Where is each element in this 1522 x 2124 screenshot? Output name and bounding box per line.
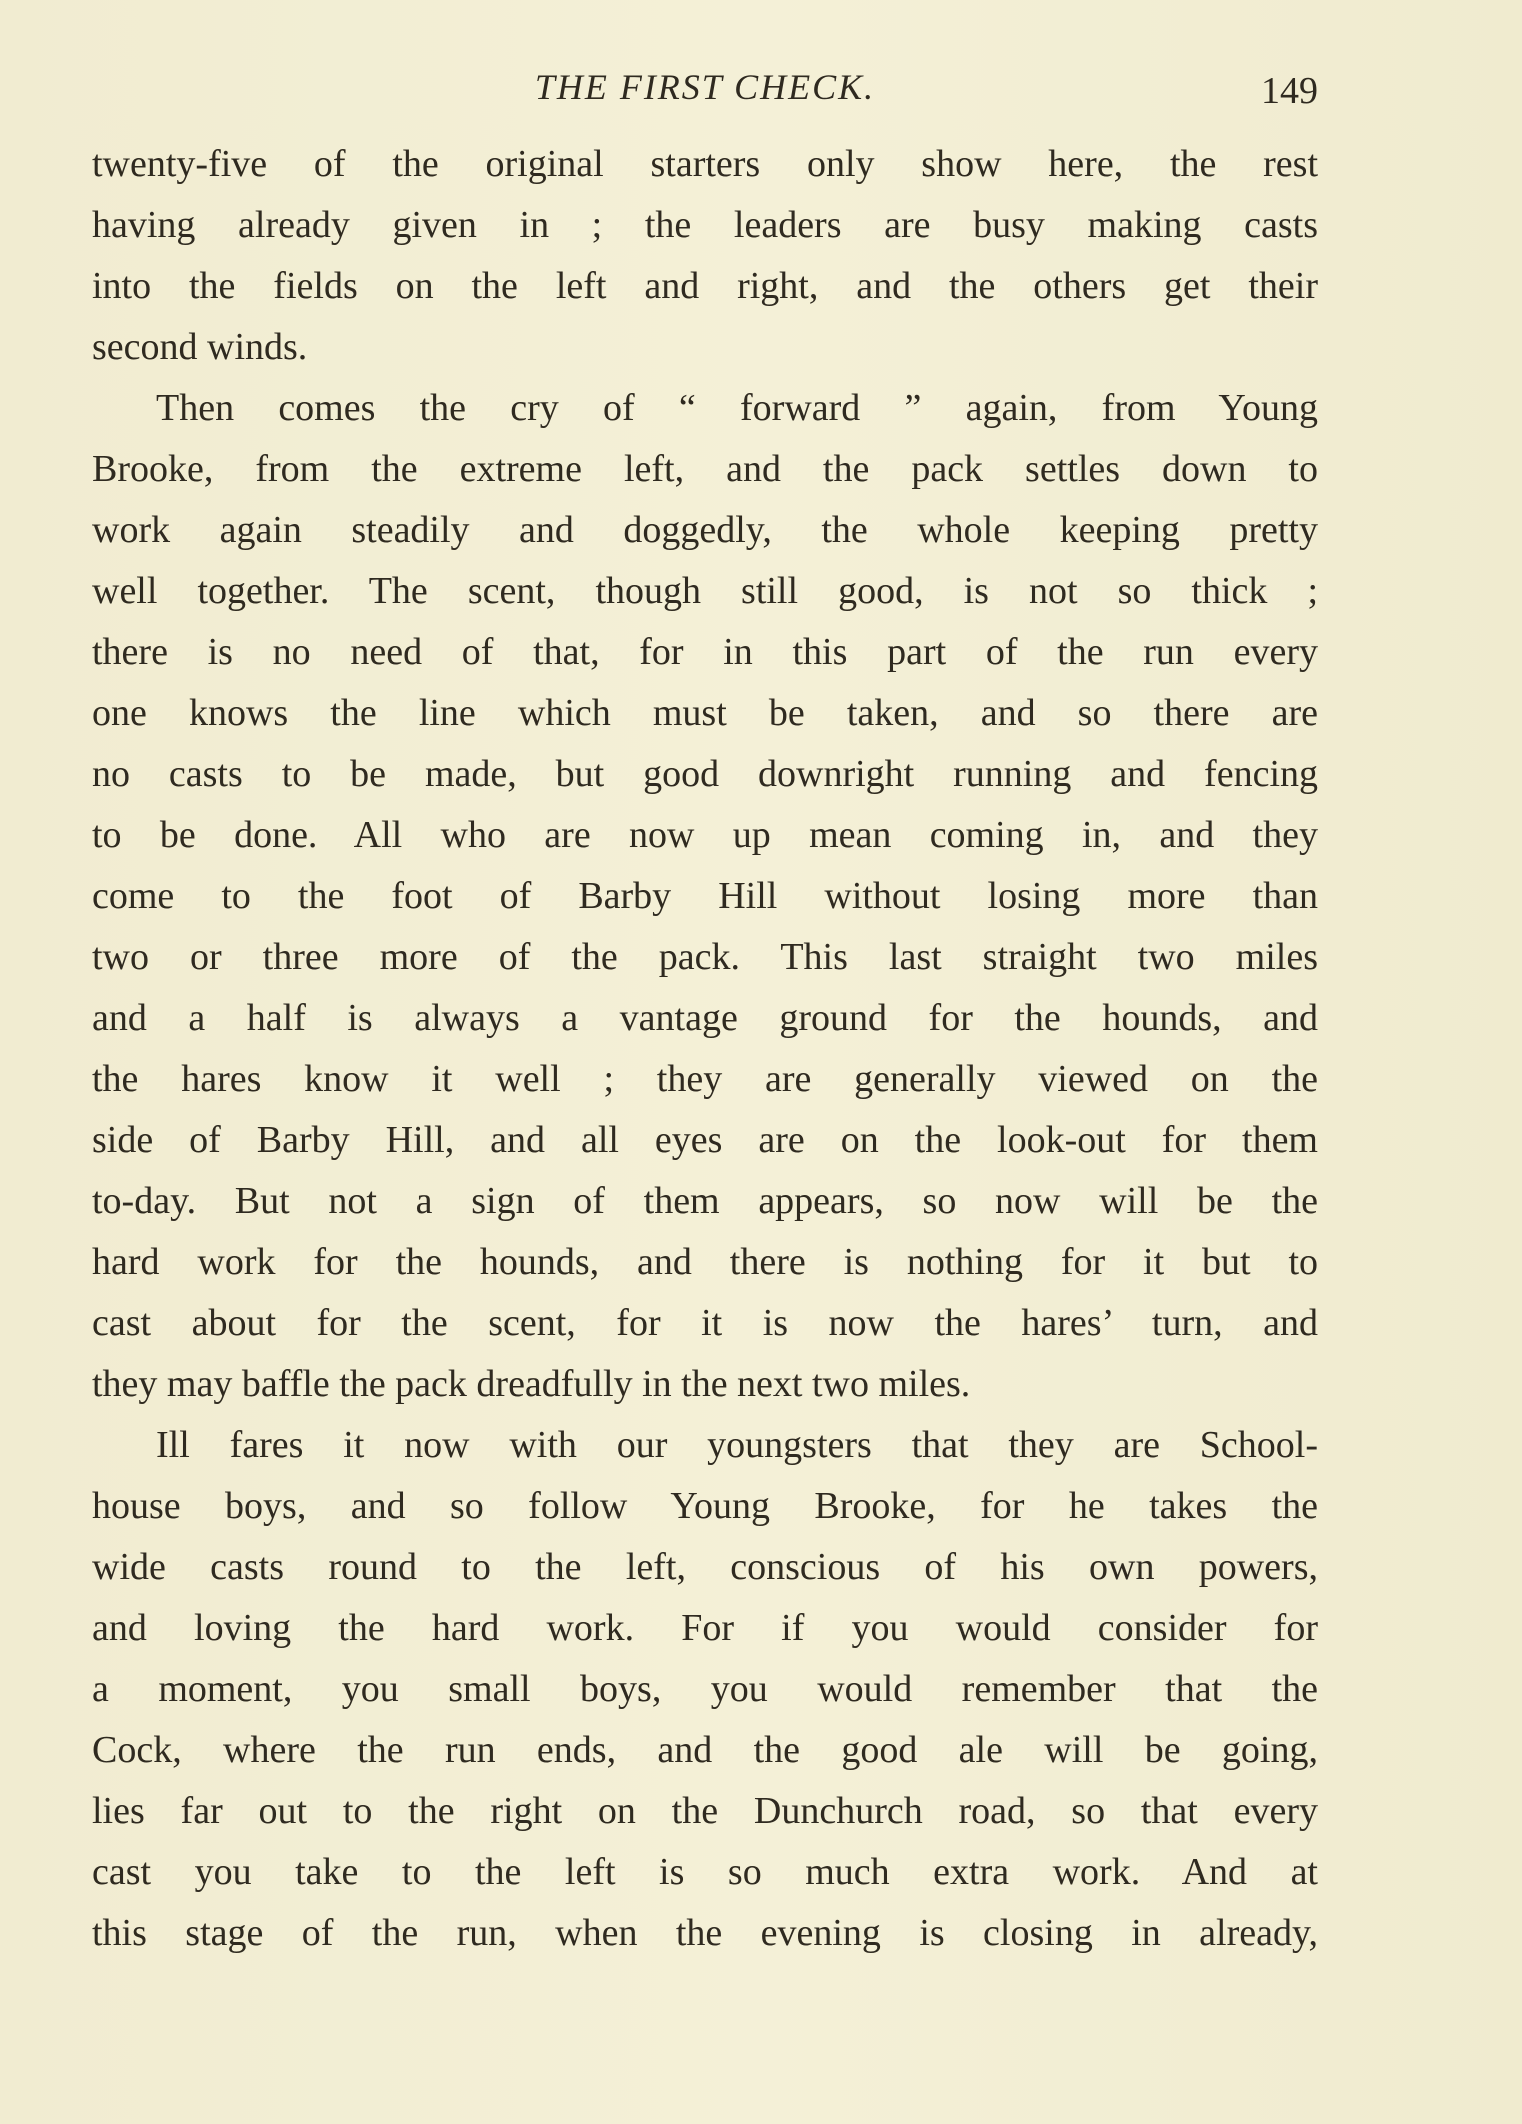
text-line: this stage of the run, when the evening is closing in already, xyxy=(92,1912,1318,1954)
text-line: work again steadily and doggedly, the whole keeping pretty xyxy=(92,509,1318,551)
text-line: no casts to be made, but good downright running and fencing xyxy=(92,753,1318,795)
body-text xyxy=(92,134,1318,1964)
text-line: to be done. All who are now up mean coming in, and they xyxy=(92,814,1318,856)
running-title: THE FIRST CHECK. xyxy=(534,67,876,107)
text-line: Ill fares it now with our youngsters that they are School- xyxy=(156,1424,1318,1466)
text-line: and a half is always a vantage ground for the hounds, and xyxy=(92,997,1318,1039)
text-line: into the fields on the left and right, and the others get their xyxy=(92,265,1318,307)
text-line: house boys, and so follow Young Brooke, for he takes the xyxy=(92,1485,1318,1527)
text-line: Then comes the cry of “ forward ” again, from Young xyxy=(156,387,1318,429)
text-line: lies far out to the right on the Dunchurch road, so that every xyxy=(92,1790,1318,1832)
text-line: hard work for the hounds, and there is nothing for it but to xyxy=(92,1241,1318,1283)
text-line: second winds. xyxy=(92,326,308,368)
text-line: having already given in ; the leaders are busy making casts xyxy=(92,204,1318,246)
text-line: Cock, where the run ends, and the good ale will be going, xyxy=(92,1729,1318,1771)
text-line: twenty-five of the original starters only show here, the rest xyxy=(92,143,1318,185)
page-header xyxy=(92,62,1318,122)
text-line: and loving the hard work. For if you would consider for xyxy=(92,1607,1318,1649)
text-line: two or three more of the pack. This last straight two miles xyxy=(92,936,1318,978)
page-number: 149 xyxy=(1261,70,1318,112)
text-line: the hares know it well ; they are generally viewed on the xyxy=(92,1058,1318,1100)
text-line: to-day. But not a sign of them appears, so now will be the xyxy=(92,1180,1318,1222)
text-line: they may baffle the pack dreadfully in the next two miles. xyxy=(92,1363,971,1405)
text-line: there is no need of that, for in this part of the run every xyxy=(92,631,1318,673)
text-line: come to the foot of Barby Hill without losing more than xyxy=(92,875,1318,917)
text-line: cast you take to the left is so much extra work. And at xyxy=(92,1851,1318,1893)
text-line: cast about for the scent, for it is now the hares’ turn, and xyxy=(92,1302,1318,1344)
text-line: side of Barby Hill, and all eyes are on the look-out for them xyxy=(92,1119,1318,1161)
text-line: wide casts round to the left, conscious of his own powers, xyxy=(92,1546,1318,1588)
text-line: a moment, you small boys, you would remember that the xyxy=(92,1668,1318,1710)
text-line: well together. The scent, though still good, is not so thick ; xyxy=(92,570,1318,612)
text-line: Brooke, from the extreme left, and the pack settles down to xyxy=(92,448,1318,490)
text-line: one knows the line which must be taken, and so there are xyxy=(92,692,1318,734)
